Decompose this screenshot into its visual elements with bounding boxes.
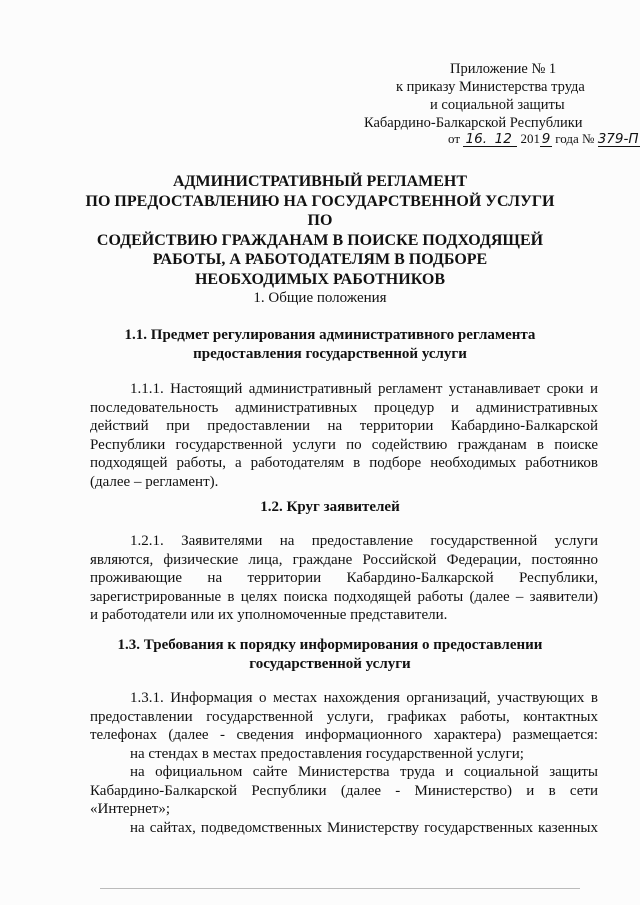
year-prefix: 201: [520, 131, 541, 146]
subheading-1-1: [100, 326, 560, 364]
paragraph-line: 1.1.1. Настоящий административный регламент устанавливает сроки и: [130, 381, 598, 397]
subheading-line: 1.3. Требования к порядку информирования о предоставлении: [117, 637, 543, 653]
title-line: СОДЕЙСТВИЮ ГРАЖДАНАМ В ПОИСКЕ ПОДХОДЯЩЕЙ: [96, 231, 544, 249]
paragraph-line: на официальном сайте Министерства труда и социальной защиты: [130, 764, 598, 780]
handwritten-number: 379-П: [598, 132, 640, 147]
appendix-date-line: [330, 130, 639, 148]
paragraph-line: и работодатели или их уполномоченные представители.: [90, 607, 448, 623]
appendix-title: Приложение № 1: [450, 61, 557, 77]
subheading-1-3: [100, 636, 560, 674]
section-heading-general: 1. Общие положения: [253, 290, 387, 306]
title-line: РАБОТЫ, А РАБОТОДАТЕЛЯМ В ПОДБОРЕ: [152, 251, 488, 268]
title-line: АДМИНИСТРАТИВНЫЙ РЕГЛАМЕНТ: [172, 173, 468, 190]
subheading-line: предоставления государственной услуги: [193, 346, 467, 362]
paragraph-line: зарегистрированные в целях поиска подходящей работы (далее – заявители): [90, 588, 598, 605]
date-prefix: от: [448, 131, 461, 146]
handwritten-day: 16.: [463, 132, 489, 147]
page-bottom-divider: [100, 888, 580, 889]
paragraph-line: подходящей работы, а работодателям в подборе необходимых работников: [90, 455, 598, 471]
paragraph-line: 1.2.1. Заявителями на предоставление государственной услуги: [130, 533, 598, 549]
handwritten-month: 12: [489, 132, 517, 147]
subheading-line: 1.2. Круг заявителей: [260, 499, 400, 515]
paragraph-line: «Интернет»;: [90, 801, 170, 817]
appendix-order-line: к приказу Министерства труда: [396, 79, 585, 95]
subheading-1-2: [100, 498, 560, 517]
paragraph-line: проживающие на территории Кабардино-Балкарской Республики,: [90, 570, 598, 586]
paragraph-line: на сайтах, подведомственных Министерству государственных казенных: [130, 819, 598, 836]
paragraph-1-2-1: [90, 532, 598, 625]
paragraph-line: действий при предоставлении на территории Кабардино-Балкарской: [90, 418, 598, 434]
paragraph-line: Республики государственной услуги по содействию гражданам в поиске: [90, 436, 598, 453]
appendix-republic-line: Кабардино-Балкарской Республики: [364, 115, 583, 131]
paragraph-line: (далее – регламент).: [90, 473, 219, 490]
handwritten-year: 9: [541, 131, 551, 147]
document-title: [80, 172, 560, 289]
paragraph-line: на стендах в местах предоставления государственной услуги;: [130, 745, 524, 762]
subheading-line: 1.1. Предмет регулирования административного регламента: [124, 327, 536, 343]
paragraph-line: являются, физические лица, граждане Российской Федерации, постоянно: [90, 551, 598, 568]
appendix-header: [330, 60, 639, 148]
title-line: НЕОБХОДИМЫХ РАБОТНИКОВ: [194, 270, 446, 288]
paragraph-line: последовательность административных процедур и административных: [90, 399, 598, 416]
title-line: ПО ПРЕДОСТАВЛЕНИЮ НА ГОСУДАРСТВЕННОЙ УСЛУГИ ПО: [85, 192, 555, 229]
paragraph-line: телефонах (далее - сведения информационного характера) размещается:: [90, 727, 598, 743]
paragraph-1-3-1: [90, 689, 598, 837]
paragraph-line: предоставлении государственной услуги, графиках работы, контактных: [90, 708, 598, 725]
paragraph-line: 1.3.1. Информация о местах нахождения организаций, участвующих в: [130, 690, 598, 706]
appendix-ministry-line: и социальной защиты: [430, 97, 565, 113]
paragraph-line: Кабардино-Балкарской Республики (далее - Министерство) и в сети: [90, 782, 598, 799]
paragraph-1-1-1: [90, 380, 598, 491]
subheading-line: государственной услуги: [249, 656, 411, 672]
year-word: года №: [555, 131, 595, 146]
